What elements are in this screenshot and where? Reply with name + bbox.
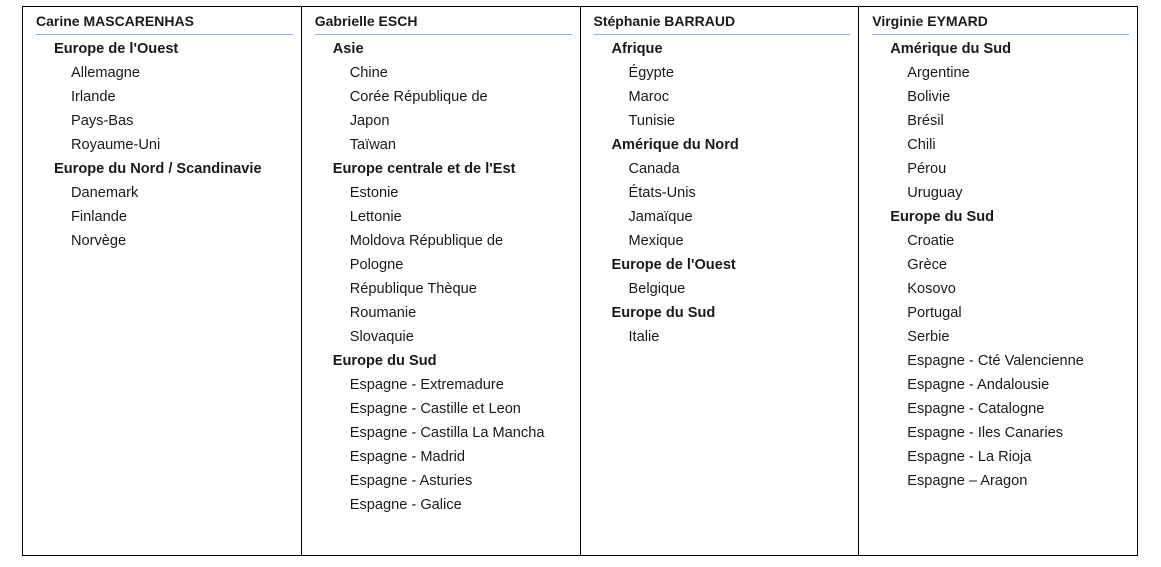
assignment-table — [22, 6, 1138, 556]
country-item: Espagne - Iles Canaries — [907, 425, 1063, 441]
region-heading: Europe du Sud — [332, 353, 437, 369]
country-item: Royaume-Uni — [71, 137, 161, 153]
country-item: Espagne - Andalousie — [907, 377, 1050, 393]
country-item: Espagne - Asturies — [349, 473, 473, 489]
country-item: Espagne - Castilla La Mancha — [349, 425, 545, 441]
country-item: Pologne — [349, 257, 404, 273]
country-item: Chili — [907, 137, 936, 153]
region-heading: Europe de l'Ouest — [611, 257, 736, 273]
country-item: Finlande — [71, 209, 127, 225]
country-item: Pérou — [907, 161, 947, 177]
person-name-header: Virginie EYMARD — [872, 12, 1129, 35]
country-item: Danemark — [71, 185, 139, 201]
region-heading: Europe centrale et de l'Est — [332, 161, 516, 177]
country-item: États-Unis — [628, 185, 696, 201]
person-name-header: Stéphanie BARRAUD — [594, 12, 851, 35]
country-item: Irlande — [71, 89, 116, 105]
country-item: Taïwan — [349, 137, 396, 153]
person-name-header: Carine MASCARENHAS — [36, 12, 293, 35]
country-item: Égypte — [628, 65, 674, 81]
country-item: Canada — [628, 161, 680, 177]
country-item: Espagne - Madrid — [349, 449, 465, 465]
country-item: Chine — [349, 65, 388, 81]
country-item: Norvège — [71, 233, 127, 249]
country-item: Serbie — [907, 329, 950, 345]
country-item: Allemagne — [71, 65, 140, 81]
person-name-header: Gabrielle ESCH — [315, 12, 572, 35]
region-heading: Amérique du Nord — [611, 137, 739, 153]
country-item: Japon — [349, 113, 390, 129]
country-item: Jamaïque — [628, 209, 693, 225]
region-list — [36, 35, 295, 253]
country-item: Uruguay — [907, 185, 963, 201]
country-item: République Thèque — [349, 281, 477, 297]
country-item: Brésil — [907, 113, 944, 129]
country-item: Grèce — [907, 257, 947, 273]
country-item: Moldova République de — [349, 233, 504, 249]
person-column — [302, 7, 581, 555]
country-item: Espagne - Extremadure — [349, 377, 504, 393]
country-item: Estonie — [349, 185, 399, 201]
region-list — [594, 35, 853, 349]
country-item: Bolivie — [907, 89, 951, 105]
country-item: Mexique — [628, 233, 684, 249]
country-item: Espagne - Catalogne — [907, 401, 1045, 417]
country-item: Espagne - Cté Valencienne — [907, 353, 1084, 369]
country-item: Tunisie — [628, 113, 676, 129]
region-heading: Europe du Sud — [611, 305, 716, 321]
region-list — [315, 35, 574, 517]
country-item: Pays-Bas — [71, 113, 134, 129]
country-item: Portugal — [907, 305, 962, 321]
country-item: Italie — [628, 329, 660, 345]
country-item: Espagne - Castille et Leon — [349, 401, 521, 417]
country-item: Belgique — [628, 281, 686, 297]
person-column — [23, 7, 302, 555]
region-heading: Europe du Sud — [890, 209, 995, 225]
region-heading: Europe de l'Ouest — [54, 41, 179, 57]
region-list — [872, 35, 1131, 493]
country-item: Argentine — [907, 65, 970, 81]
country-item: Maroc — [628, 89, 670, 105]
country-item: Kosovo — [907, 281, 956, 297]
country-item: Corée République de — [349, 89, 488, 105]
country-item: Espagne – Aragon — [907, 473, 1028, 489]
region-heading: Afrique — [611, 41, 663, 57]
country-item: Slovaquie — [349, 329, 414, 345]
region-heading: Amérique du Sud — [890, 41, 1012, 57]
country-item: Roumanie — [349, 305, 417, 321]
country-item: Espagne - La Rioja — [907, 449, 1032, 465]
region-heading: Asie — [332, 41, 364, 57]
country-item: Espagne - Galice — [349, 497, 462, 513]
region-heading: Europe du Nord / Scandinavie — [54, 161, 262, 177]
person-column — [859, 7, 1137, 555]
country-item: Croatie — [907, 233, 955, 249]
person-column — [581, 7, 860, 555]
country-item: Lettonie — [349, 209, 402, 225]
